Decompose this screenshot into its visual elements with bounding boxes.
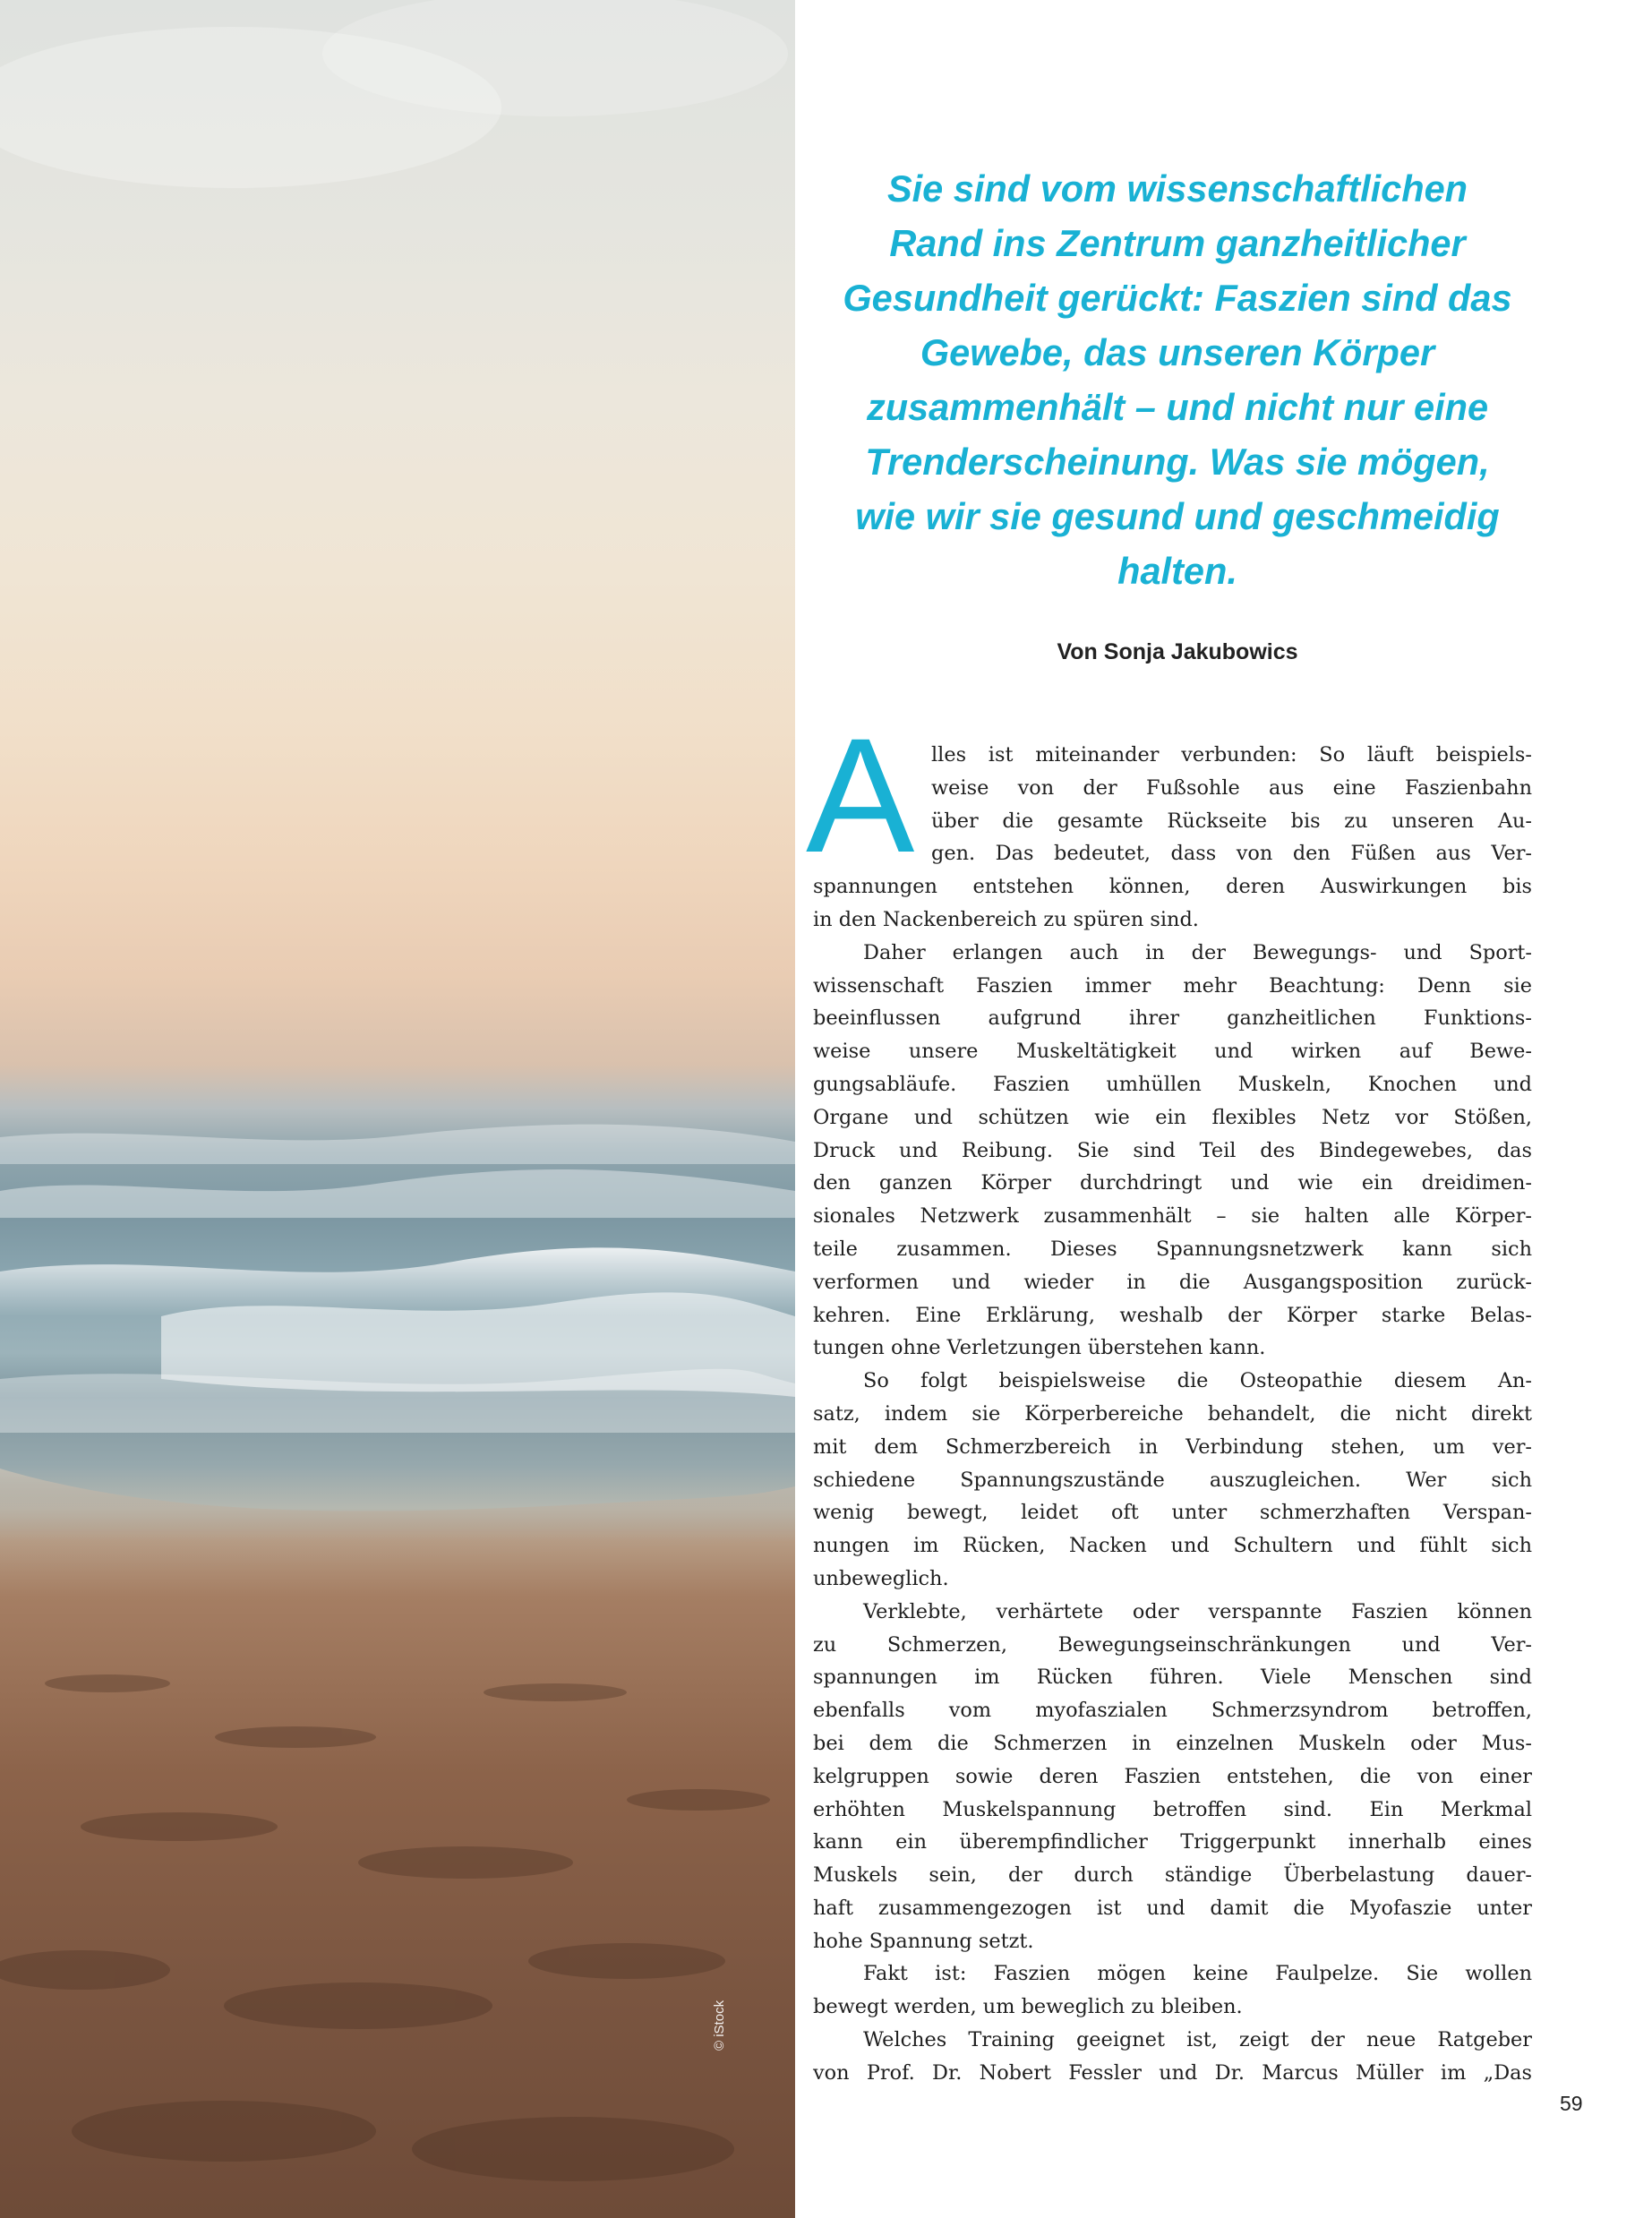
text-line: sionales Netzwerk zusammenhält – sie halten alle Körper- <box>813 1204 1532 1229</box>
text-line: mit dem Schmerzbereich in Verbindung stehen, um ver- <box>813 1434 1532 1459</box>
text-line: Druck und Reibung. Sie sind Teil des Bindegewebes, das <box>813 1138 1532 1162</box>
paragraph-2 <box>813 937 1532 1365</box>
beach-photo <box>0 0 795 2218</box>
lead-paragraph <box>810 161 1545 598</box>
paragraph-5 <box>813 1957 1532 2024</box>
text-line: unbeweglich. <box>813 1566 949 1590</box>
lead-line: Gewebe, das unseren Körper <box>920 331 1435 373</box>
text-line: kann ein überempfindlicher Triggerpunkt innerhalb eines <box>813 1830 1532 1854</box>
text-line: spannungen entstehen können, deren Auswirkungen bis <box>813 875 1532 899</box>
paragraph-4 <box>813 1596 1532 1958</box>
text-line: kelgruppen sowie deren Faszien entstehen, die von einer <box>813 1764 1532 1788</box>
lead-line: Rand ins Zentrum ganzheitlicher <box>889 222 1466 264</box>
text-line: wissenschaft Faszien immer mehr Beachtung: Denn sie <box>813 973 1532 998</box>
text-line: zu Schmerzen, Bewegungseinschränkungen und Ver- <box>813 1632 1532 1657</box>
text-line: Verklebte, verhärtete oder verspannte Faszien können <box>863 1599 1532 1623</box>
author-byline: Von Sonja Jakubowics <box>1057 639 1298 664</box>
text-line: haft zusammengezogen ist und damit die Myofaszie unter <box>813 1896 1532 1920</box>
text-line: spannungen im Rücken führen. Viele Menschen sind <box>813 1666 1532 1690</box>
lead-line: Sie sind vom wissenschaftlichen <box>886 167 1468 210</box>
text-line: bewegt werden, um beweglich zu bleiben. <box>813 1995 1243 2019</box>
lead-line: Gesundheit gerückt: Faszien sind das <box>843 277 1512 319</box>
lead-line: halten. <box>1117 550 1237 592</box>
text-line: Daher erlangen auch in der Bewegungs- und Sport- <box>863 940 1532 964</box>
text-line: weise von der Fußsohle aus eine Faszienbahn <box>931 775 1532 800</box>
lead-line: zusammenhält – und nicht nur eine <box>866 386 1489 428</box>
paragraph-1 <box>806 704 1532 937</box>
text-line: tungen ohne Verletzungen überstehen kann. <box>813 1336 1266 1360</box>
page-number: 59 <box>1560 2092 1583 2115</box>
text-line: erhöhten Muskelspannung betroffen sind. Ein Merkmal <box>813 1797 1532 1821</box>
paragraph-3 <box>813 1365 1532 1596</box>
beach-scene-graphic <box>0 0 795 2218</box>
text-line: satz, indem sie Körperbereiche behandelt, die nicht direkt <box>813 1401 1532 1426</box>
text-line: verformen und wieder in die Ausgangsposition zurück- <box>813 1270 1532 1294</box>
text-line: wenig bewegt, leidet oft unter schmerzhaften Verspan- <box>813 1501 1532 1525</box>
paragraph-6 <box>813 2024 1532 2090</box>
text-line: in den Nackenbereich zu spüren sind. <box>813 907 1199 931</box>
text-line: So folgt beispielsweise die Osteopathie diesem An- <box>863 1369 1532 1393</box>
article-body <box>806 704 1532 2090</box>
text-line: kehren. Eine Erklärung, weshalb der Körper starke Belas- <box>813 1303 1532 1327</box>
text-line: teile zusammen. Dieses Spannungsnetzwerk kann sich <box>813 1237 1532 1261</box>
text-line: gungsabläufe. Faszien umhüllen Muskeln, Knochen und <box>813 1072 1532 1096</box>
text-line: nungen im Rücken, Nacken und Schultern und fühlt sich <box>813 1534 1532 1558</box>
text-line: Muskels sein, der durch ständige Überbelastung dauer- <box>813 1863 1532 1888</box>
text-line: den ganzen Körper durchdringt und wie ein dreidimen- <box>813 1171 1532 1195</box>
text-line: über die gesamte Rückseite bis zu unseren Au- <box>931 809 1532 833</box>
text-line: Fakt ist: Faszien mögen keine Faulpelze. Sie wollen <box>863 1962 1532 1986</box>
text-line: Welches Training geeignet ist, zeigt der neue Ratgeber <box>863 2028 1532 2052</box>
text-line: beeinflussen aufgrund ihrer ganzheitlichen Funktions- <box>813 1006 1532 1031</box>
text-line: schiedene Spannungszustände auszugleichen. Wer sich <box>813 1468 1532 1492</box>
text-line: weise unsere Muskeltätigkeit und wirken auf Bewe- <box>813 1040 1532 1064</box>
photo-credit: © iStock <box>712 2000 727 2051</box>
text-line: lles ist miteinander verbunden: So läuft beispiels- <box>931 743 1532 766</box>
drop-cap: A <box>806 704 915 886</box>
text-line: gen. Das bedeutet, dass von den Füßen aus Ver- <box>931 842 1532 866</box>
lead-line: wie wir sie gesund und geschmeidig <box>855 495 1500 537</box>
lead-line: Trenderscheinung. Was sie mögen, <box>865 441 1490 483</box>
text-line: ebenfalls vom myofaszialen Schmerzsyndrom betroffen, <box>813 1699 1532 1723</box>
text-line: hohe Spannung setzt. <box>813 1929 1034 1953</box>
text-line: Organe und schützen wie ein flexibles Netz vor Stößen, <box>813 1105 1532 1129</box>
text-line: bei dem die Schmerzen in einzelnen Muskeln oder Mus- <box>813 1731 1532 1755</box>
text-line: von Prof. Dr. Nobert Fessler und Dr. Marcus Müller im „Das <box>813 2060 1532 2085</box>
